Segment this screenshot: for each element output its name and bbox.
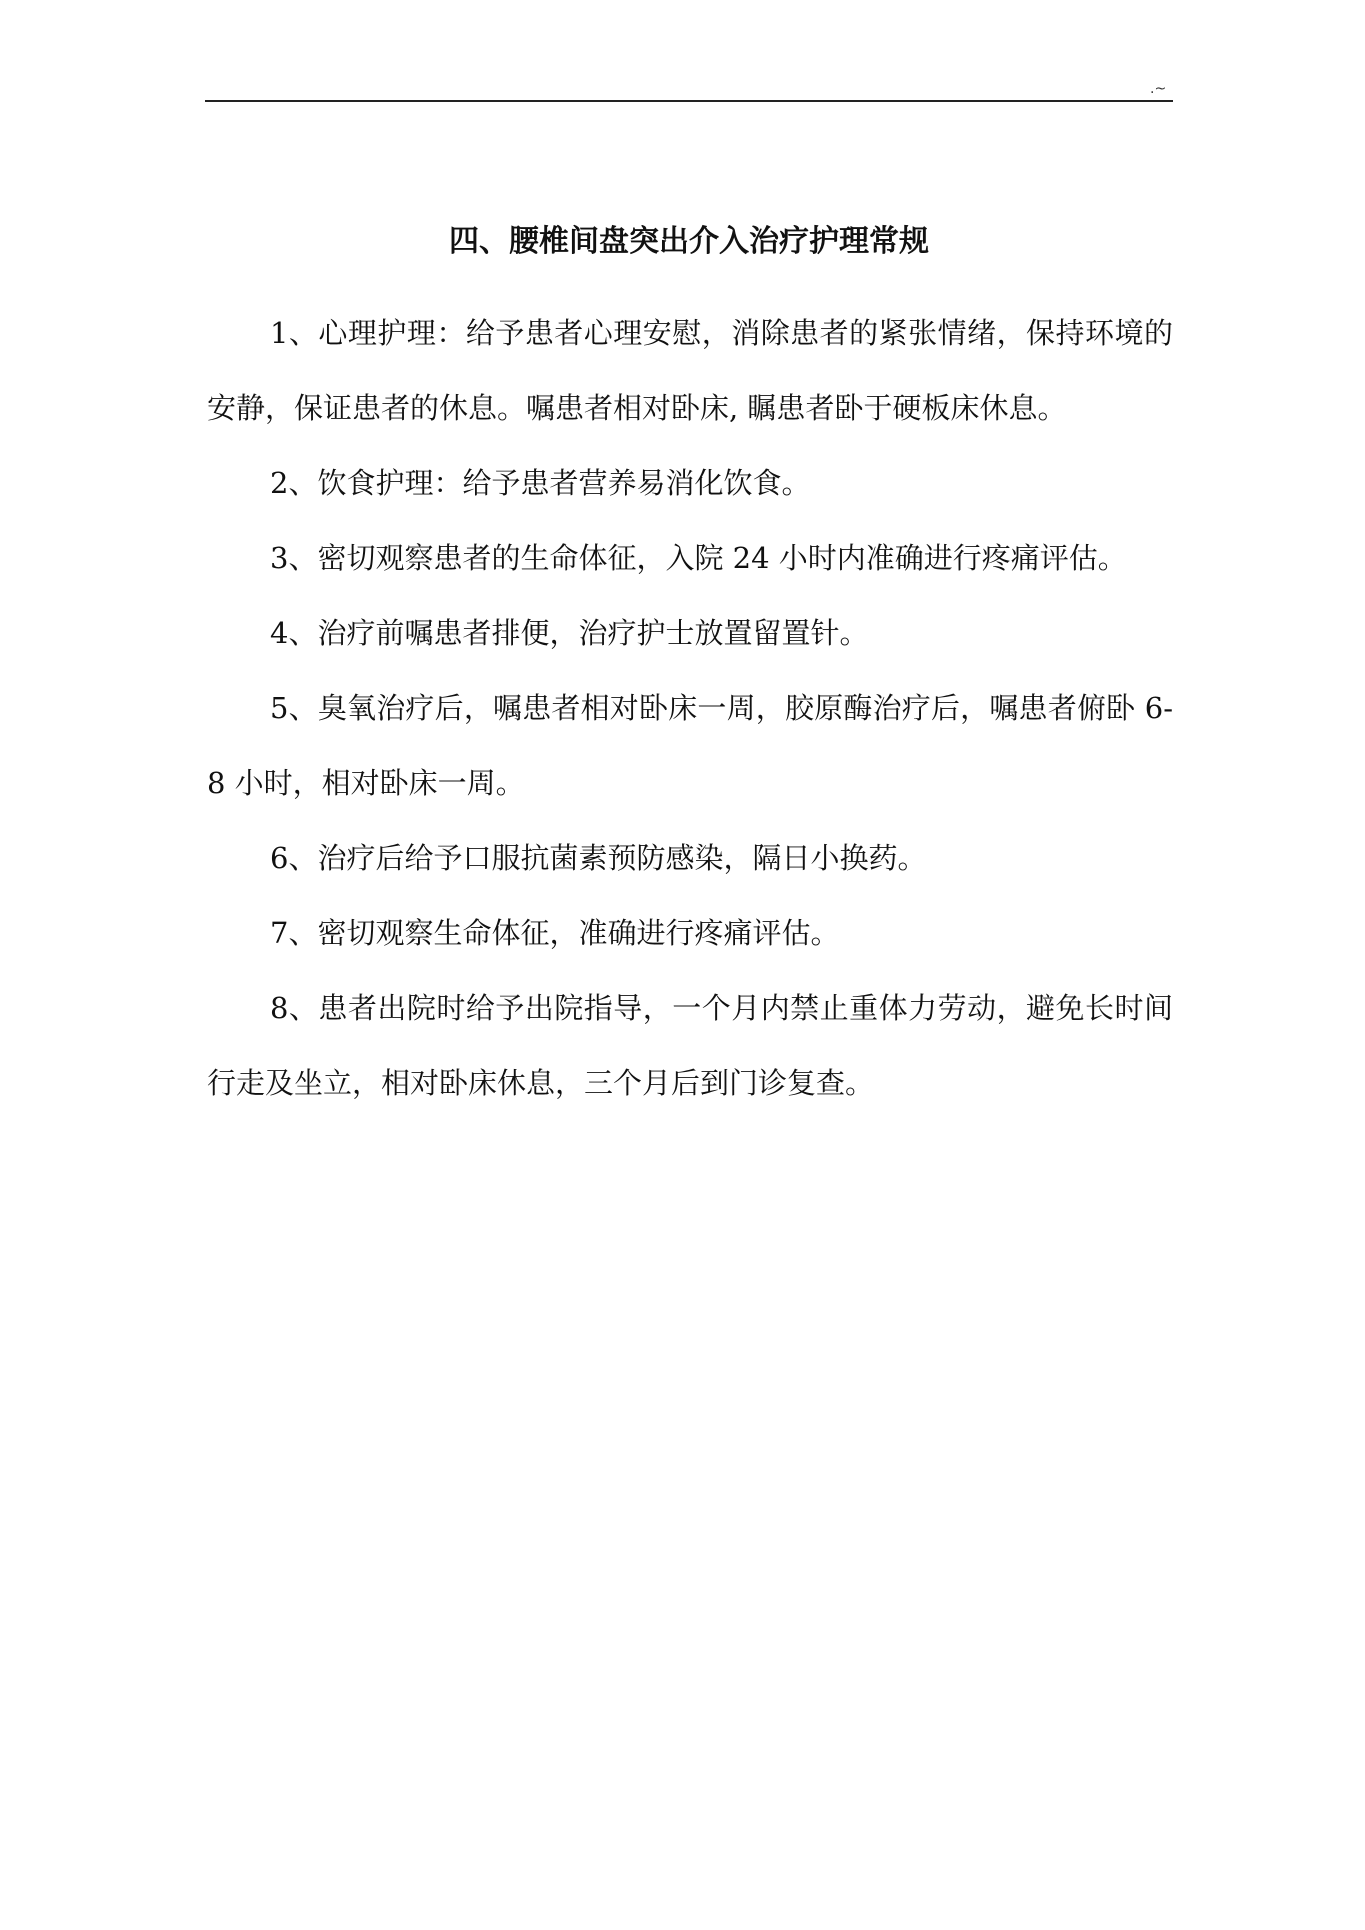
paragraph-8: 8、患者出院时给予出院指导，一个月内禁止重体力劳动，避免长时间行走及坐立，相对卧床休息，三个月后到门诊复查。 [207, 991, 1173, 1100]
header-rule [205, 100, 1173, 102]
header-mark: .~ [1150, 81, 1167, 97]
document-body [207, 296, 1173, 1121]
document-title: 四、腰椎间盘突出介入治疗护理常规 [449, 224, 929, 259]
paragraph-7: 7、密切观察生命体征，准确进行疼痛评估。 [270, 916, 840, 950]
paragraph-5: 5、臭氧治疗后，嘱患者相对卧床一周，胶原酶治疗后，嘱患者俯卧 6-8 小时，相对卧床一周。 [207, 691, 1173, 800]
paragraph-3: 3、密切观察患者的生命体征，入院 24 小时内准确进行疼痛评估。 [270, 541, 1127, 575]
paragraph-2: 2、饮食护理：给予患者营养易消化饮食。 [270, 466, 811, 500]
paragraph-4: 4、治疗前嘱患者排便，治疗护士放置留置针。 [270, 616, 869, 650]
paragraph-1: 1、心理护理：给予患者心理安慰，消除患者的紧张情绪，保持环境的安静，保证患者的休息。嘱患者相对卧床, 瞩患者卧于硬板床休息。 [207, 316, 1173, 425]
paragraph-6: 6、治疗后给予口服抗菌素预防感染，隔日小换药。 [270, 841, 927, 875]
